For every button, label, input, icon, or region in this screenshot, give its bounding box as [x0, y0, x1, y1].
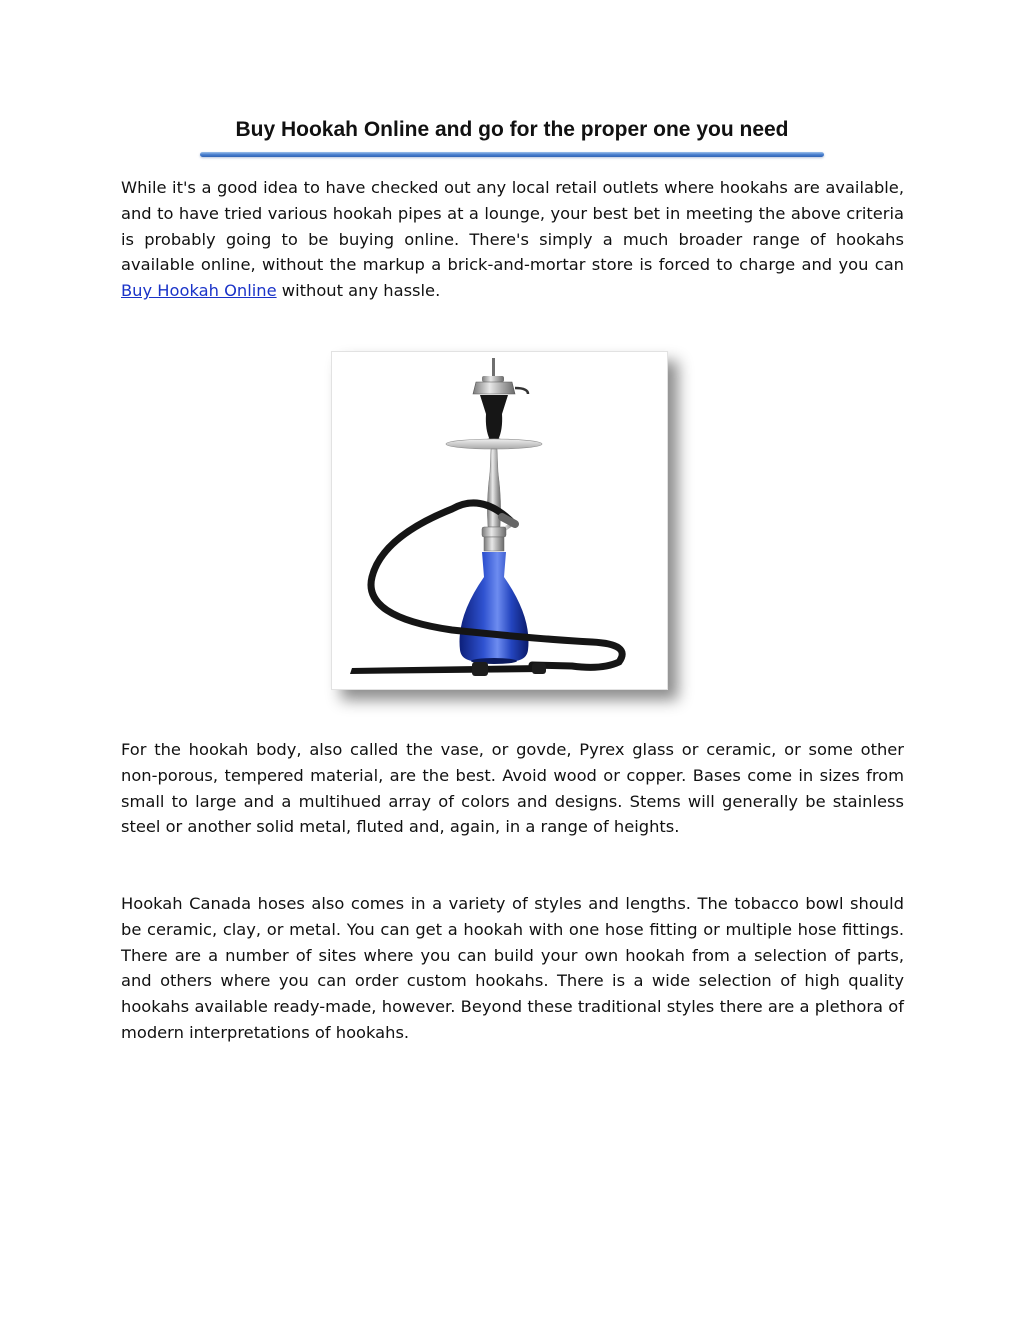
intro-paragraph: [121, 175, 904, 304]
hookah-figure: [331, 351, 668, 690]
page-title: Buy Hookah Online and go for the proper one you need: [235, 118, 789, 141]
hookah-image: [332, 352, 667, 689]
intro-text: While it's a good idea to have checked out any local retail outlets where hookahs are available, and to have tried various hookah pipes at a lounge, your best bet in meeting the above criteria is probably going to be buying online. There's simply a much broader range of hookahs available online, without the markup a brick-and-mortar store is forced to charge and you can: [121, 178, 904, 275]
body-paragraph: For the hookah body, also called the vase, or govde, Pyrex glass or ceramic, or some other non-porous, tempered material, are the best. Avoid wood or copper. Bases come in sizes from small to large and a multihued array of colors and designs. Stems will generally be stainless steel or another solid metal, fluted and, again, in a range of heights.: [121, 740, 904, 837]
title-underline: [200, 152, 824, 157]
buy-hookah-online-link[interactable]: Buy Hookah Online: [121, 281, 277, 301]
intro-text-end: without any hassle.: [276, 281, 441, 301]
hoses-paragraph: Hookah Canada hoses also comes in a variety of styles and lengths. The tobacco bowl should be ceramic, clay, or metal. You can get a hookah with one hose fitting or multiple hose fittings. There are a number of sites where you can build your own hookah from a selection of parts, and others where you can order custom hookahs. There is a wide selection of high quality hookahs available ready-made, however. Beyond these traditional styles there are a plethora of modern interpretations of hookahs.: [121, 894, 904, 1042]
